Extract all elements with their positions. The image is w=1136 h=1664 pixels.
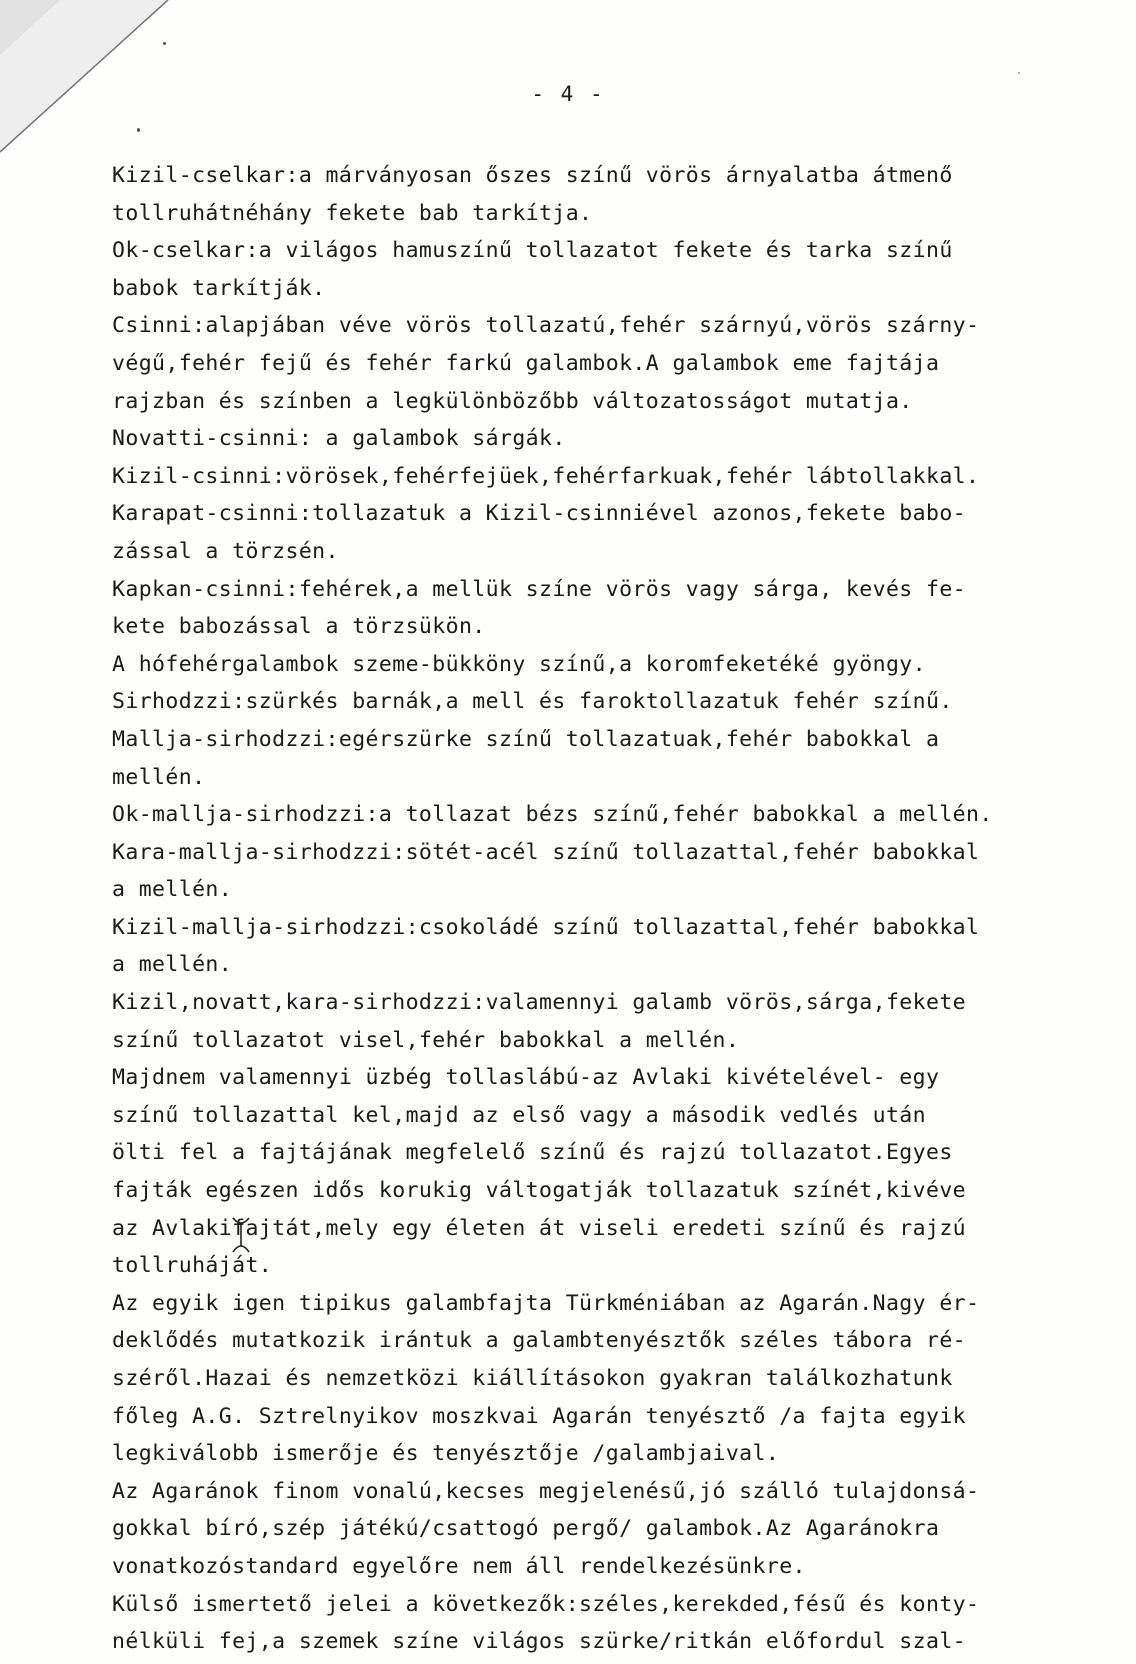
text-line: színű tollazattal kel,majd az első vagy a második vedlés után: [112, 1102, 926, 1128]
text-line: Ok-mallja-sirhodzzi:a tollazat bézs színű,fehér babokkal a mellén.: [112, 802, 993, 828]
text-line: Az Agaránok finom vonalú,kecses megjelenésű,jó szálló tulajdonsá-: [112, 1478, 980, 1504]
text-line: Kizil-mallja-sirhodzzi:csokoládé színű tollazattal,fehér babokkal: [112, 914, 980, 940]
text-line: tollruháját.: [112, 1253, 273, 1279]
text-line: végű,fehér fejű és fehér farkú galambok.A galambok eme fajtája: [112, 350, 940, 376]
text-line: Az egyik igen tipikus galambfajta Türkméniában az Agarán.Nagy ér-: [112, 1290, 980, 1316]
text-line: nélküli fej,a szemek színe világos szürke/ritkán előfordul szal-: [112, 1629, 967, 1654]
ink-speck: [137, 128, 140, 132]
text-line: ölti fel a fajtájának megfelelő színű és rajzú tollazatot.Egyes: [112, 1140, 953, 1166]
text-line: Kizil,novatt,kara-sirhodzzi:valamennyi galamb vörös,sárga,fekete: [112, 990, 967, 1016]
text-line: rajzban és színben a legkülönbözőbb változatosságot mutatja.: [112, 388, 913, 414]
text-line: zással a törzsén.: [112, 538, 339, 564]
text-line: fajták egészen idős korukig váltogatják tollazatuk színét,kivéve: [112, 1178, 967, 1204]
text-line: Kapkan-csinni:fehérek,a mellük színe vörös vagy sárga, kevés fe-: [112, 576, 967, 602]
text-line: legkiválobb ismerője és tenyésztője /galambjaival.: [112, 1441, 780, 1467]
text-line: Kizil-csinni:vörösek,fehérfejüek,fehérfarkuak,fehér lábtollakkal.: [112, 463, 980, 489]
text-line: Karapat-csinni:tollazatuk a Kizil-csinniével azonos,fekete babo-: [112, 501, 967, 527]
text-line: Mallja-sirhodzzi:egérszürke színű tollazatuak,fehér babokkal a: [112, 726, 940, 752]
text-line: a mellén.: [112, 952, 233, 978]
ink-speck: [163, 42, 166, 45]
text-line: tollruhátnéhány fekete bab tarkítja.: [112, 200, 593, 226]
text-line: széről.Hazai és nemzetközi kiállításokon gyakran találkozhatunk: [112, 1366, 953, 1391]
text-line: színű tollazatot visel,fehér babokkal a mellén.: [112, 1027, 740, 1053]
page-number: - 4 -: [531, 82, 605, 106]
text-line: Novatti-csinni: a galambok sárgák.: [112, 426, 566, 452]
text-line: főleg A.G. Sztrelnyikov moszkvai Agarán tenyésztő /a fajta egyik: [112, 1403, 967, 1429]
text-line: kete babozással a törzsükön.: [112, 614, 486, 640]
text-line: Sirhodzzi:szürkés barnák,a mell és faroktollazatuk fehér színű.: [112, 689, 953, 715]
ink-speck: [1018, 72, 1020, 74]
typed-body-text: [112, 157, 1122, 1653]
text-line: Majdnem valamennyi üzbég tollaslábú-az Avlaki kivételével- egy: [112, 1065, 940, 1091]
text-line: deklődés mutatkozik irántuk a galambtenyésztők széles tábora ré-: [112, 1328, 967, 1354]
text-line: Kizil-cselkar:a márványosan őszes színű vörös árnyalatba átmenő: [112, 163, 953, 188]
handwritten-space-mark: [229, 1214, 253, 1254]
text-line: A hófehérgalambok szeme-bükköny színű,a koromfeketéké gyöngy.: [112, 651, 926, 677]
text-line: Ok-cselkar:a világos hamuszínű tollazatot fekete és tarka színű: [112, 238, 953, 264]
text-line: gokkal bíró,szép játékú/csattogó pergő/ galambok.Az Agaránokra: [112, 1516, 940, 1542]
text-line: babok tarkítják.: [112, 275, 326, 301]
text-line: a mellén.: [112, 877, 233, 903]
text-line: Kara-mallja-sirhodzzi:sötét-acél színű tollazattal,fehér babokkal: [112, 839, 980, 865]
text-line: mellén.: [112, 764, 206, 790]
text-line: az Avlakifajtát,mely egy életen át viseli eredeti színű és rajzú: [112, 1215, 967, 1241]
text-line: Külső ismertető jelei a következők:széles,kerekded,fésű és konty-: [112, 1591, 980, 1617]
text-line: vonatkozóstandard egyelőre nem áll rendelkezésünkre.: [112, 1553, 806, 1579]
text-line: Csinni:alapjában véve vörös tollazatú,fehér szárnyú,vörös szárny-: [112, 313, 980, 339]
